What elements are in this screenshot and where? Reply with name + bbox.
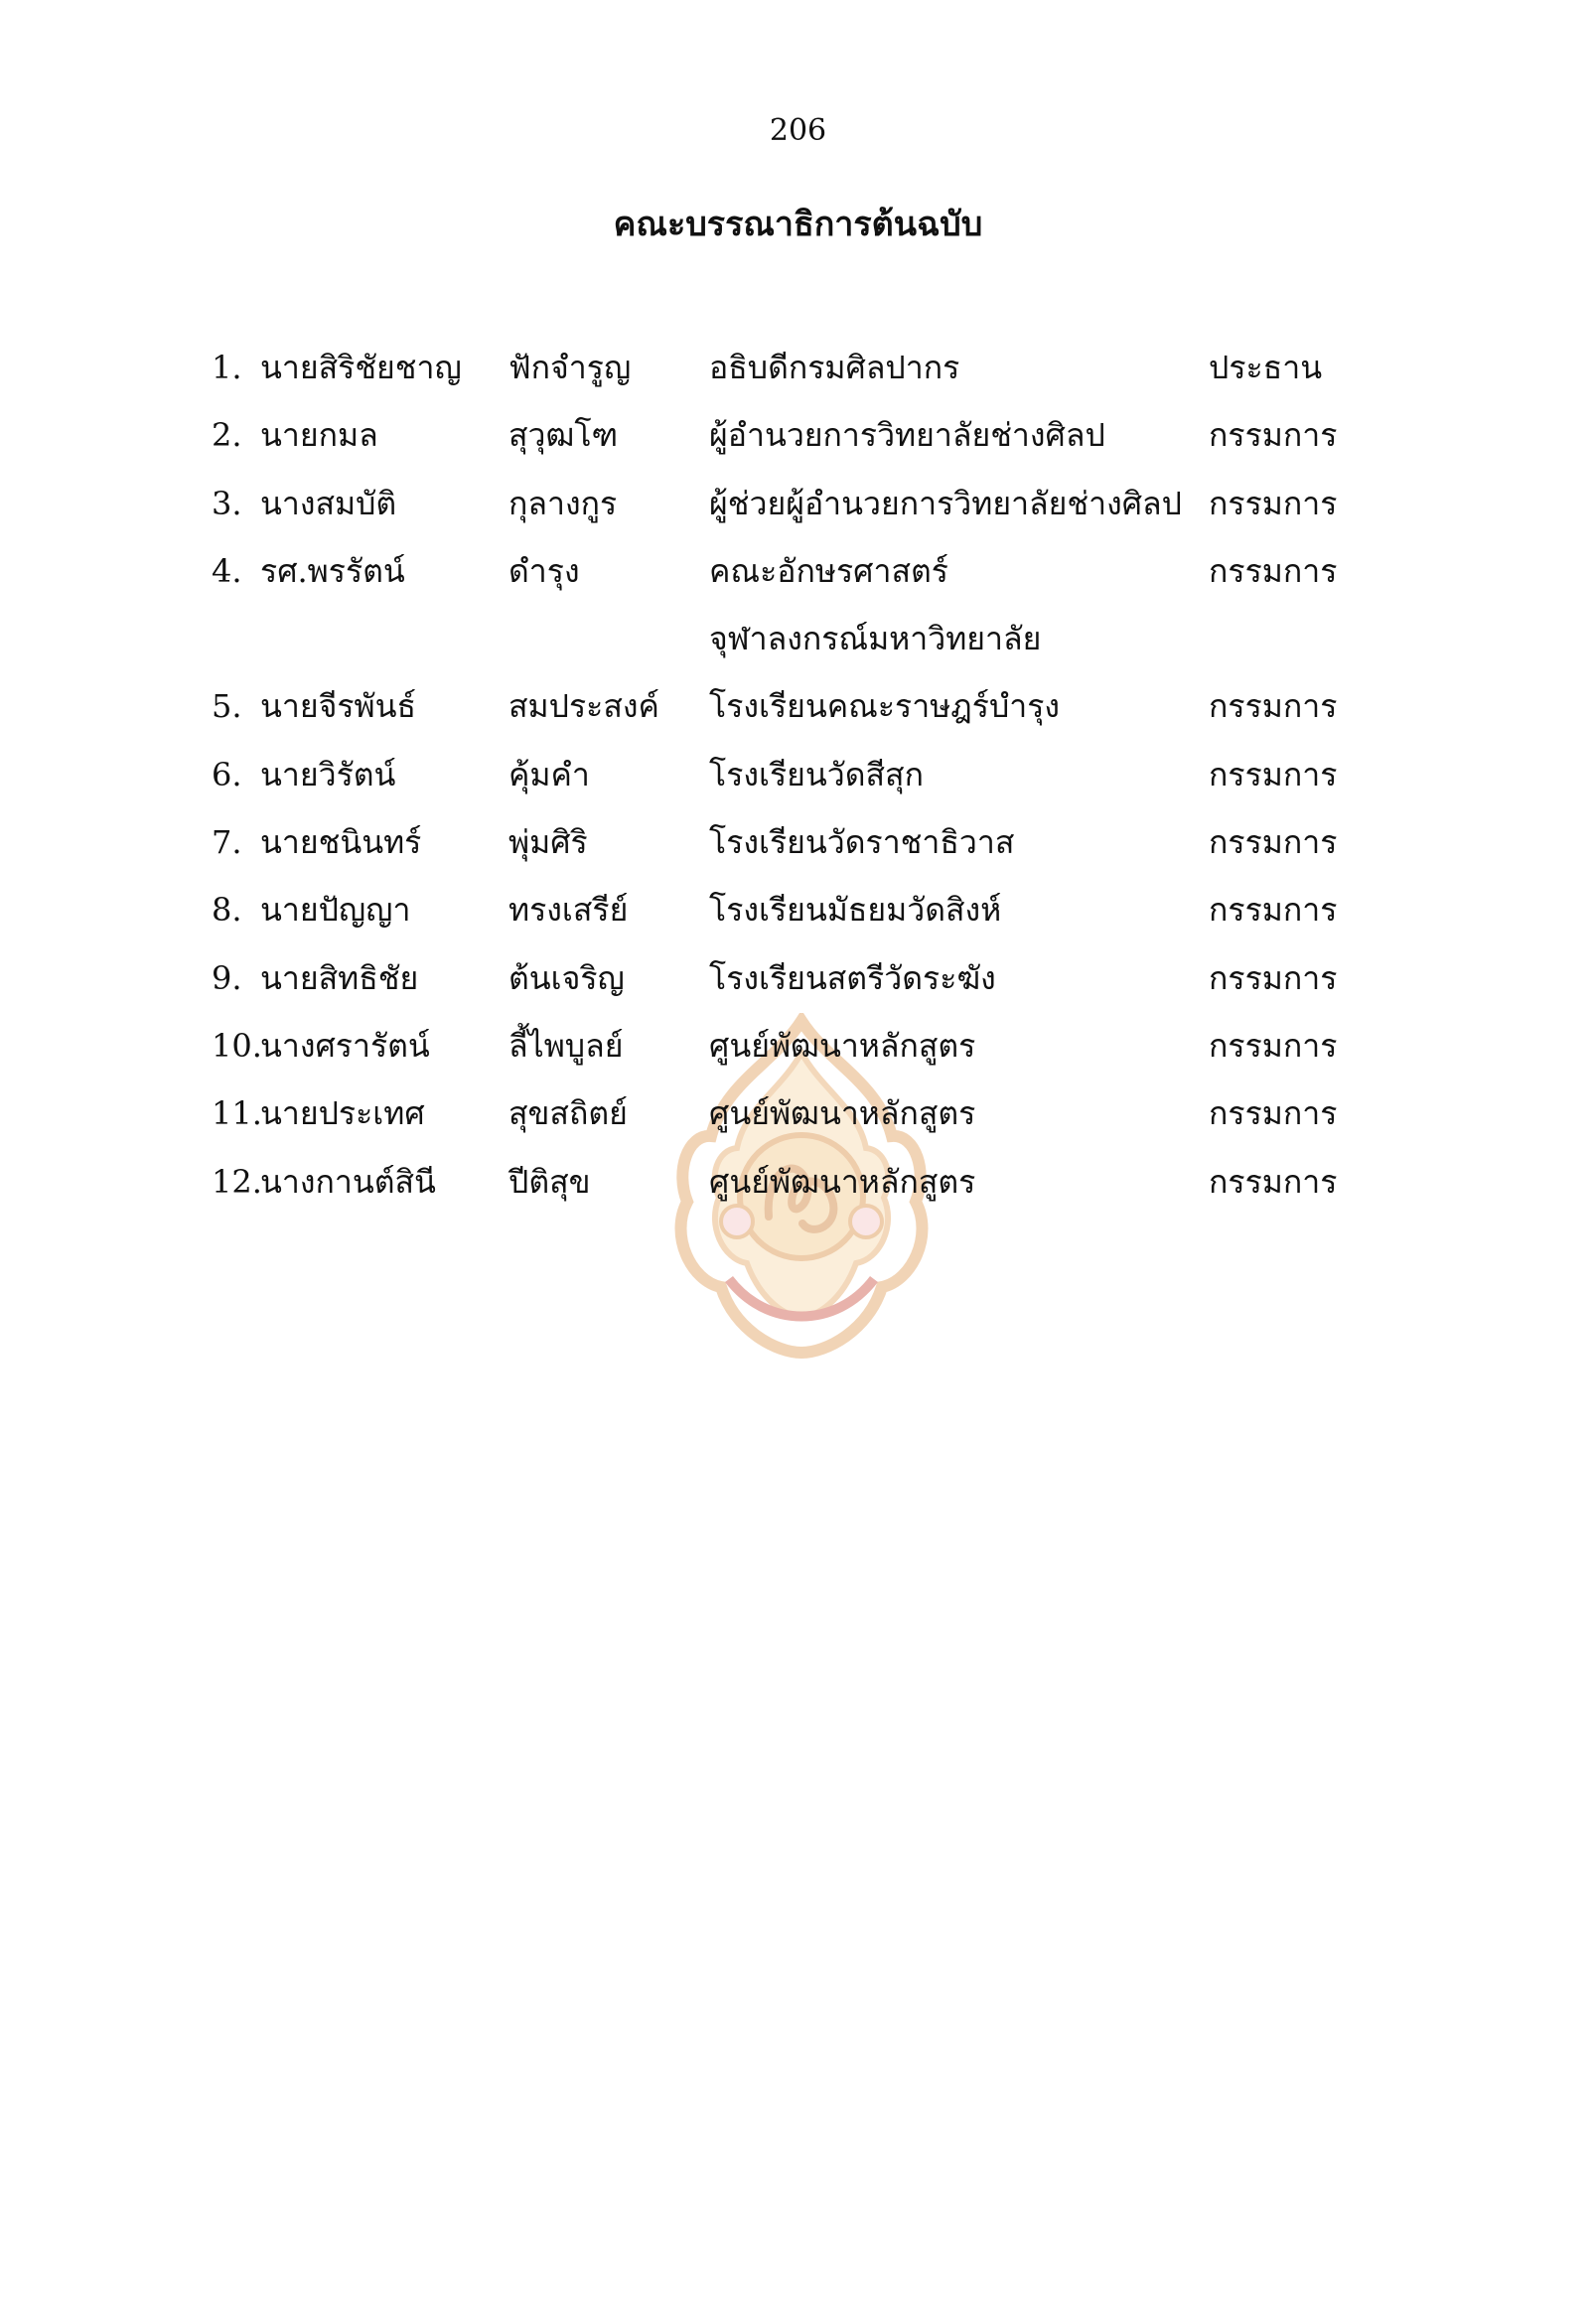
member-number: 8. [212, 891, 242, 930]
member-last-name: ต้นเจริญ [508, 958, 625, 997]
member-affiliation: ผู้อำนวยการวิทยาลัยช่างศิลป [709, 416, 1105, 455]
member-row [0, 334, 1596, 401]
page-number: 206 [769, 113, 827, 148]
member-affiliation: โรงเรียนสตรีวัดระฆัง [709, 958, 996, 997]
member-role: กรรมการ [1209, 687, 1338, 726]
member-row [0, 944, 1596, 1012]
member-role: กรรมการ [1209, 1026, 1338, 1065]
member-number: 4. [212, 551, 242, 590]
member-first-name: นายสิทธิชัย [260, 958, 419, 997]
member-row [0, 1148, 1596, 1216]
member-affiliation: ผู้ช่วยผู้อำนวยการวิทยาลัยช่างศิลป [709, 484, 1182, 522]
member-row [0, 1080, 1596, 1147]
member-row [0, 1012, 1596, 1080]
member-number: 10. [212, 1026, 262, 1065]
member-row [0, 537, 1596, 673]
member-row [0, 741, 1596, 808]
member-last-name: ปีติสุข [508, 1162, 591, 1201]
member-first-name: รศ.พรรัตน์ [260, 551, 405, 590]
member-last-name: สุวุฒโฑ [508, 416, 619, 455]
member-row [0, 672, 1596, 740]
member-role: กรรมการ [1209, 1162, 1338, 1201]
member-affiliation: โรงเรียนมัธยมวัดสิงห์ [709, 891, 1002, 930]
member-number: 9. [212, 958, 242, 997]
member-first-name: นายปัญญา [260, 891, 411, 930]
member-role: กรรมการ [1209, 416, 1338, 455]
member-last-name: ทรงเสรีย์ [508, 891, 629, 930]
member-first-name: นางศรารัตน์ [260, 1026, 430, 1065]
member-affiliation: โรงเรียนวัดราชาธิวาส [709, 823, 1015, 862]
member-first-name: นายประเทศ [260, 1094, 425, 1133]
member-first-name: นายจีรพันธ์ [260, 687, 417, 726]
member-affiliation: ศูนย์พัฒนาหลักสูตร [709, 1026, 976, 1065]
member-affiliation-line2: จุฬาลงกรณ์มหาวิทยาลัย [709, 619, 1042, 657]
member-row [0, 876, 1596, 943]
member-number: 12. [212, 1162, 262, 1201]
member-last-name: สมประสงค์ [508, 687, 659, 726]
committee-list [0, 334, 1596, 1216]
member-role: กรรมการ [1209, 823, 1338, 862]
member-last-name: ดำรุง [508, 551, 580, 590]
member-role: กรรมการ [1209, 551, 1338, 590]
member-row [0, 470, 1596, 537]
member-last-name: กุลางกูร [508, 484, 618, 522]
member-last-name: ลี้ไพบูลย์ [508, 1026, 624, 1065]
member-number: 5. [212, 687, 242, 726]
member-number: 7. [212, 823, 242, 862]
member-affiliation: ศูนย์พัฒนาหลักสูตร [709, 1162, 976, 1201]
member-last-name: ฟักจำรูญ [508, 349, 632, 386]
member-row [0, 808, 1596, 876]
member-role: กรรมการ [1209, 891, 1338, 930]
member-first-name: นายกมล [260, 416, 378, 455]
member-first-name: นางสมบัติ [260, 484, 397, 522]
member-number: 6. [212, 755, 242, 793]
member-number: 1. [212, 349, 242, 386]
member-affiliation: โรงเรียนวัดสีสุก [709, 755, 924, 793]
member-number: 2. [212, 416, 242, 455]
member-role: กรรมการ [1209, 958, 1338, 997]
member-first-name: นางกานต์สินี [260, 1162, 436, 1201]
member-role: กรรมการ [1209, 484, 1338, 522]
member-row [0, 401, 1596, 469]
member-affiliation: คณะอักษรศาสตร์ [709, 551, 948, 590]
member-first-name: นายวิรัตน์ [260, 755, 396, 793]
member-number: 11. [212, 1094, 262, 1133]
member-affiliation: ศูนย์พัฒนาหลักสูตร [709, 1094, 976, 1133]
member-first-name: นายชนินทร์ [260, 823, 422, 862]
page-title: คณะบรรณาธิการต้นฉบับ [613, 205, 983, 244]
member-affiliation: โรงเรียนคณะราษฎร์บำรุง [709, 687, 1061, 726]
member-first-name: นายสิริชัยชาญ [260, 349, 462, 386]
member-number: 3. [212, 484, 242, 522]
member-last-name: คุ้มคำ [508, 755, 590, 793]
member-role: ประธาน [1209, 349, 1323, 386]
member-last-name: สุขสถิตย์ [508, 1094, 628, 1133]
member-role: กรรมการ [1209, 1094, 1338, 1133]
member-last-name: พุ่มศิริ [508, 823, 588, 862]
member-affiliation: อธิบดีกรมศิลปากร [709, 349, 960, 386]
member-role: กรรมการ [1209, 755, 1338, 793]
